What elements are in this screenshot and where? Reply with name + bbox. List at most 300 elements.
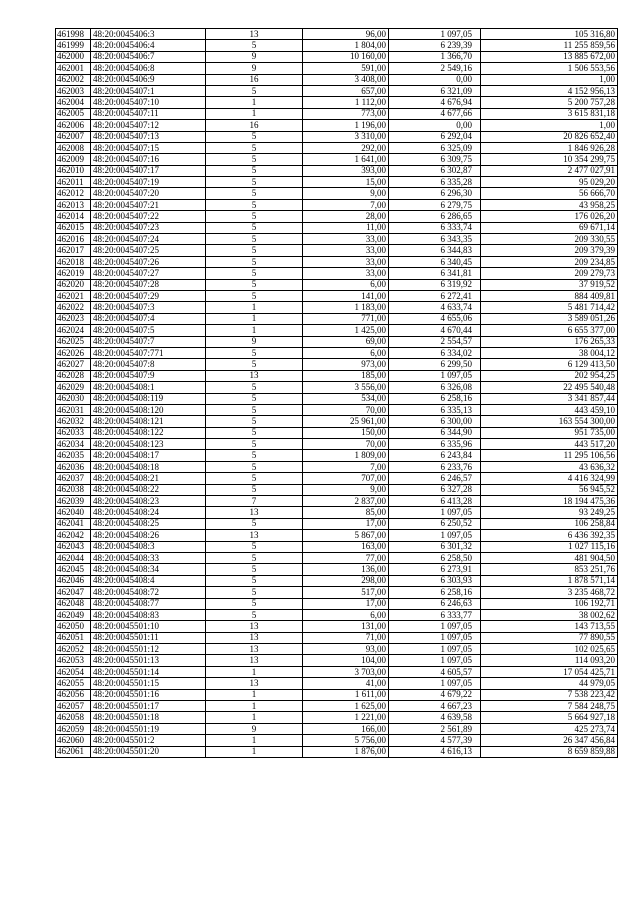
area-value: 1 641,00 (303, 154, 389, 165)
cadastral-value: 209 234,85 (481, 256, 618, 267)
area-value: 33,00 (303, 234, 389, 245)
cadastral-number: 48:20:0045408:3 (91, 541, 206, 552)
cadastral-value: 209 279,73 (481, 268, 618, 279)
unit-value: 6 250,52 (389, 518, 481, 529)
area-value: 33,00 (303, 256, 389, 267)
unit-value: 6 344,83 (389, 245, 481, 256)
category-code: 5 (206, 222, 303, 233)
cadastral-number: 48:20:0045408:122 (91, 427, 206, 438)
table-row (56, 97, 618, 108)
area-value: 298,00 (303, 575, 389, 586)
unit-value: 6 272,41 (389, 290, 481, 301)
cadastral-value: 3 589 051,26 (481, 313, 618, 324)
cadastral-value: 3 341 857,44 (481, 393, 618, 404)
row-number: 462031 (56, 404, 91, 415)
unit-value: 4 616,13 (389, 746, 481, 757)
row-number: 462047 (56, 587, 91, 598)
category-code: 9 (206, 336, 303, 347)
cadastral-value: 3 615 831,18 (481, 108, 618, 119)
unit-value: 6 233,76 (389, 461, 481, 472)
unit-value: 6 334,02 (389, 347, 481, 358)
row-number: 462055 (56, 678, 91, 689)
table-row (56, 644, 618, 655)
area-value: 136,00 (303, 564, 389, 575)
area-value: 1 625,00 (303, 701, 389, 712)
category-code: 5 (206, 165, 303, 176)
area-value: 5 867,00 (303, 530, 389, 541)
table-row (56, 541, 618, 552)
cadastral-number: 48:20:0045408:33 (91, 552, 206, 563)
table-body (56, 29, 618, 758)
cadastral-number: 48:20:0045407:27 (91, 268, 206, 279)
cadastral-number: 48:20:0045408:123 (91, 439, 206, 450)
table-row (56, 632, 618, 643)
row-number: 462050 (56, 621, 91, 632)
area-value: 131,00 (303, 621, 389, 632)
area-value: 1 183,00 (303, 302, 389, 313)
unit-value: 4 670,44 (389, 325, 481, 336)
unit-value: 6 279,75 (389, 199, 481, 210)
table-row (56, 199, 618, 210)
area-value: 93,00 (303, 644, 389, 655)
unit-value: 6 335,28 (389, 177, 481, 188)
cadastral-value: 11 255 859,56 (481, 40, 618, 51)
cadastral-number: 48:20:0045407:7 (91, 336, 206, 347)
row-number: 462026 (56, 347, 91, 358)
area-value: 6,00 (303, 279, 389, 290)
cadastral-value: 38 002,62 (481, 609, 618, 620)
category-code: 7 (206, 496, 303, 507)
unit-value: 6 292,04 (389, 131, 481, 142)
category-code: 16 (206, 74, 303, 85)
cadastral-number: 48:20:0045501:17 (91, 701, 206, 712)
row-number: 462052 (56, 644, 91, 655)
table-row (56, 177, 618, 188)
area-value: 9,00 (303, 188, 389, 199)
category-code: 5 (206, 154, 303, 165)
cadastral-number: 48:20:0045501:11 (91, 632, 206, 643)
category-code: 5 (206, 85, 303, 96)
cadastral-value: 43 636,32 (481, 461, 618, 472)
cadastral-number: 48:20:0045407:21 (91, 199, 206, 210)
row-number: 462060 (56, 735, 91, 746)
table-row (56, 404, 618, 415)
unit-value: 6 344,90 (389, 427, 481, 438)
cadastral-value: 8 659 859,88 (481, 746, 618, 757)
table-row (56, 393, 618, 404)
cadastral-value: 481 904,50 (481, 552, 618, 563)
row-number: 462012 (56, 188, 91, 199)
table-row (56, 575, 618, 586)
cadastral-number: 48:20:0045407:771 (91, 347, 206, 358)
cadastral-value: 44 979,05 (481, 678, 618, 689)
unit-value: 4 633,74 (389, 302, 481, 313)
table-row (56, 63, 618, 74)
category-code: 5 (206, 245, 303, 256)
area-value: 33,00 (303, 245, 389, 256)
area-value: 1 112,00 (303, 97, 389, 108)
category-code: 5 (206, 473, 303, 484)
row-number: 462043 (56, 541, 91, 552)
category-code: 1 (206, 302, 303, 313)
cadastral-number: 48:20:0045408:119 (91, 393, 206, 404)
table-row (56, 290, 618, 301)
area-value: 17,00 (303, 598, 389, 609)
category-code: 1 (206, 712, 303, 723)
cadastral-value: 202 954,25 (481, 370, 618, 381)
cadastral-number: 48:20:0045408:83 (91, 609, 206, 620)
unit-value: 6 326,08 (389, 382, 481, 393)
table-row (56, 427, 618, 438)
area-value: 292,00 (303, 142, 389, 153)
category-code: 13 (206, 621, 303, 632)
cadastral-value: 69 671,14 (481, 222, 618, 233)
row-number: 462015 (56, 222, 91, 233)
area-value: 141,00 (303, 290, 389, 301)
cadastral-number: 48:20:0045408:17 (91, 450, 206, 461)
table-row (56, 370, 618, 381)
area-value: 25 961,00 (303, 416, 389, 427)
unit-value: 6 246,57 (389, 473, 481, 484)
cadastral-number: 48:20:0045501:18 (91, 712, 206, 723)
cadastral-number: 48:20:0045407:5 (91, 325, 206, 336)
area-value: 3 408,00 (303, 74, 389, 85)
cadastral-number: 48:20:0045407:20 (91, 188, 206, 199)
cadastral-value: 884 409,81 (481, 290, 618, 301)
row-number: 462046 (56, 575, 91, 586)
unit-value: 6 327,28 (389, 484, 481, 495)
unit-value: 4 667,23 (389, 701, 481, 712)
table-row (56, 142, 618, 153)
category-code: 1 (206, 666, 303, 677)
category-code: 13 (206, 632, 303, 643)
row-number: 462018 (56, 256, 91, 267)
unit-value: 1 097,05 (389, 655, 481, 666)
table-row (56, 598, 618, 609)
cadastral-value: 176 265,33 (481, 336, 618, 347)
area-value: 96,00 (303, 29, 389, 40)
cadastral-number: 48:20:0045407:13 (91, 131, 206, 142)
row-number: 462004 (56, 97, 91, 108)
unit-value: 6 239,39 (389, 40, 481, 51)
cadastral-number: 48:20:0045408:26 (91, 530, 206, 541)
table-row (56, 245, 618, 256)
area-value: 6,00 (303, 347, 389, 358)
cadastral-value: 13 885 672,00 (481, 51, 618, 62)
row-number: 462049 (56, 609, 91, 620)
row-number: 462003 (56, 85, 91, 96)
cadastral-value: 77 890,55 (481, 632, 618, 643)
cadastral-value: 443 459,10 (481, 404, 618, 415)
cadastral-value: 176 026,20 (481, 211, 618, 222)
row-number: 462020 (56, 279, 91, 290)
row-number: 462006 (56, 120, 91, 131)
area-value: 591,00 (303, 63, 389, 74)
cadastral-value-table (55, 28, 618, 758)
category-code: 5 (206, 382, 303, 393)
area-value: 17,00 (303, 518, 389, 529)
category-code: 5 (206, 142, 303, 153)
row-number: 462002 (56, 74, 91, 85)
table-row (56, 530, 618, 541)
unit-value: 6 340,45 (389, 256, 481, 267)
category-code: 5 (206, 290, 303, 301)
area-value: 7,00 (303, 199, 389, 210)
cadastral-value: 2 477 027,91 (481, 165, 618, 176)
category-code: 5 (206, 575, 303, 586)
area-value: 104,00 (303, 655, 389, 666)
cadastral-number: 48:20:0045501:2 (91, 735, 206, 746)
row-number: 462057 (56, 701, 91, 712)
table-row (56, 507, 618, 518)
category-code: 1 (206, 325, 303, 336)
row-number: 462025 (56, 336, 91, 347)
area-value: 657,00 (303, 85, 389, 96)
area-value: 71,00 (303, 632, 389, 643)
cadastral-value: 22 495 540,48 (481, 382, 618, 393)
row-number: 462034 (56, 439, 91, 450)
row-number: 462041 (56, 518, 91, 529)
category-code: 5 (206, 484, 303, 495)
category-code: 5 (206, 234, 303, 245)
category-code: 9 (206, 63, 303, 74)
table-row (56, 325, 618, 336)
cadastral-number: 48:20:0045407:8 (91, 359, 206, 370)
category-code: 5 (206, 256, 303, 267)
table-row (56, 154, 618, 165)
unit-value: 6 309,75 (389, 154, 481, 165)
row-number: 462028 (56, 370, 91, 381)
cadastral-number: 48:20:0045501:10 (91, 621, 206, 632)
table-row (56, 701, 618, 712)
row-number: 462017 (56, 245, 91, 256)
row-number: 462042 (56, 530, 91, 541)
cadastral-number: 48:20:0045408:23 (91, 496, 206, 507)
unit-value: 1 366,70 (389, 51, 481, 62)
cadastral-number: 48:20:0045406:3 (91, 29, 206, 40)
cadastral-value: 7 538 223,42 (481, 689, 618, 700)
unit-value: 6 341,81 (389, 268, 481, 279)
cadastral-number: 48:20:0045407:15 (91, 142, 206, 153)
category-code: 1 (206, 97, 303, 108)
table-row (56, 450, 618, 461)
row-number: 462054 (56, 666, 91, 677)
cadastral-value: 4 416 324,99 (481, 473, 618, 484)
cadastral-value: 1 878 571,14 (481, 575, 618, 586)
category-code: 1 (206, 108, 303, 119)
unit-value: 1 097,05 (389, 530, 481, 541)
unit-value: 1 097,05 (389, 644, 481, 655)
table-row (56, 461, 618, 472)
area-value: 5 756,00 (303, 735, 389, 746)
unit-value: 6 258,16 (389, 587, 481, 598)
cadastral-number: 48:20:0045408:21 (91, 473, 206, 484)
area-value: 1 804,00 (303, 40, 389, 51)
category-code: 5 (206, 450, 303, 461)
category-code: 5 (206, 347, 303, 358)
category-code: 5 (206, 359, 303, 370)
row-number: 462036 (56, 461, 91, 472)
cadastral-value: 4 152 956,13 (481, 85, 618, 96)
cadastral-number: 48:20:0045501:13 (91, 655, 206, 666)
row-number: 462005 (56, 108, 91, 119)
unit-value: 6 333,74 (389, 222, 481, 233)
table-row (56, 735, 618, 746)
table-row (56, 416, 618, 427)
cadastral-value: 951 735,00 (481, 427, 618, 438)
area-value: 33,00 (303, 268, 389, 279)
table-row (56, 120, 618, 131)
category-code: 5 (206, 177, 303, 188)
row-number: 462022 (56, 302, 91, 313)
category-code: 5 (206, 564, 303, 575)
table-row (56, 85, 618, 96)
table-row (56, 29, 618, 40)
row-number: 462021 (56, 290, 91, 301)
cadastral-number: 48:20:0045407:10 (91, 97, 206, 108)
cadastral-value: 853 251,76 (481, 564, 618, 575)
area-value: 1 809,00 (303, 450, 389, 461)
cadastral-number: 48:20:0045407:24 (91, 234, 206, 245)
unit-value: 6 301,32 (389, 541, 481, 552)
cadastral-value: 114 093,20 (481, 655, 618, 666)
cadastral-number: 48:20:0045501:20 (91, 746, 206, 757)
cadastral-number: 48:20:0045407:17 (91, 165, 206, 176)
cadastral-value: 163 554 300,00 (481, 416, 618, 427)
unit-value: 6 325,09 (389, 142, 481, 153)
area-value: 70,00 (303, 439, 389, 450)
category-code: 5 (206, 461, 303, 472)
cadastral-value: 20 826 652,40 (481, 131, 618, 142)
cadastral-number: 48:20:0045408:24 (91, 507, 206, 518)
table-row (56, 723, 618, 734)
area-value: 6,00 (303, 609, 389, 620)
unit-value: 2 554,57 (389, 336, 481, 347)
area-value: 1 425,00 (303, 325, 389, 336)
area-value: 2 837,00 (303, 496, 389, 507)
cadastral-value: 5 481 714,42 (481, 302, 618, 313)
table-row (56, 666, 618, 677)
unit-value: 6 243,84 (389, 450, 481, 461)
table-row (56, 678, 618, 689)
unit-value: 6 343,35 (389, 234, 481, 245)
unit-value: 6 286,65 (389, 211, 481, 222)
row-number: 462001 (56, 63, 91, 74)
area-value: 3 556,00 (303, 382, 389, 393)
area-value: 3 703,00 (303, 666, 389, 677)
cadastral-value: 10 354 299,75 (481, 154, 618, 165)
category-code: 5 (206, 552, 303, 563)
category-code: 5 (206, 279, 303, 290)
row-number: 462027 (56, 359, 91, 370)
cadastral-value: 102 025,65 (481, 644, 618, 655)
cadastral-value: 5 200 757,28 (481, 97, 618, 108)
row-number: 462009 (56, 154, 91, 165)
row-number: 462019 (56, 268, 91, 279)
cadastral-number: 48:20:0045501:19 (91, 723, 206, 734)
row-number: 462056 (56, 689, 91, 700)
cadastral-number: 48:20:0045408:4 (91, 575, 206, 586)
table-row (56, 518, 618, 529)
category-code: 5 (206, 416, 303, 427)
table-row (56, 496, 618, 507)
cadastral-number: 48:20:0045408:120 (91, 404, 206, 415)
cadastral-number: 48:20:0045408:18 (91, 461, 206, 472)
row-number: 462040 (56, 507, 91, 518)
row-number: 462008 (56, 142, 91, 153)
cadastral-value: 1,00 (481, 74, 618, 85)
category-code: 13 (206, 655, 303, 666)
unit-value: 1 097,05 (389, 678, 481, 689)
cadastral-value: 209 379,39 (481, 245, 618, 256)
area-value: 166,00 (303, 723, 389, 734)
table-row (56, 359, 618, 370)
cadastral-value: 56 945,52 (481, 484, 618, 495)
cadastral-number: 48:20:0045407:12 (91, 120, 206, 131)
table-row (56, 211, 618, 222)
row-number: 462051 (56, 632, 91, 643)
row-number: 462061 (56, 746, 91, 757)
cadastral-value: 106 258,84 (481, 518, 618, 529)
cadastral-value: 5 664 927,18 (481, 712, 618, 723)
area-value: 534,00 (303, 393, 389, 404)
cadastral-number: 48:20:0045406:9 (91, 74, 206, 85)
cadastral-value: 443 517,20 (481, 439, 618, 450)
unit-value: 6 258,50 (389, 552, 481, 563)
cadastral-number: 48:20:0045408:34 (91, 564, 206, 575)
table-row (56, 621, 618, 632)
area-value: 15,00 (303, 177, 389, 188)
category-code: 9 (206, 51, 303, 62)
cadastral-number: 48:20:0045501:15 (91, 678, 206, 689)
cadastral-number: 48:20:0045408:121 (91, 416, 206, 427)
unit-value: 4 577,39 (389, 735, 481, 746)
cadastral-value: 11 295 106,56 (481, 450, 618, 461)
cadastral-value: 1,00 (481, 120, 618, 131)
table-row (56, 313, 618, 324)
row-number: 462038 (56, 484, 91, 495)
category-code: 5 (206, 609, 303, 620)
category-code: 5 (206, 393, 303, 404)
cadastral-value: 38 004,12 (481, 347, 618, 358)
cadastral-number: 48:20:0045501:16 (91, 689, 206, 700)
area-value: 1 221,00 (303, 712, 389, 723)
row-number: 462033 (56, 427, 91, 438)
table-row (56, 74, 618, 85)
area-value: 11,00 (303, 222, 389, 233)
table-row (56, 552, 618, 563)
category-code: 5 (206, 598, 303, 609)
category-code: 1 (206, 735, 303, 746)
area-value: 771,00 (303, 313, 389, 324)
cadastral-number: 48:20:0045407:3 (91, 302, 206, 313)
cadastral-value: 1 506 553,56 (481, 63, 618, 74)
table-row (56, 439, 618, 450)
cadastral-value: 95 029,20 (481, 177, 618, 188)
unit-value: 1 097,05 (389, 370, 481, 381)
row-number: 462011 (56, 177, 91, 188)
area-value: 185,00 (303, 370, 389, 381)
unit-value: 0,00 (389, 120, 481, 131)
category-code: 13 (206, 644, 303, 655)
unit-value: 1 097,05 (389, 29, 481, 40)
category-code: 16 (206, 120, 303, 131)
category-code: 5 (206, 439, 303, 450)
table-row (56, 484, 618, 495)
cadastral-number: 48:20:0045408:25 (91, 518, 206, 529)
table-row (56, 40, 618, 51)
cadastral-number: 48:20:0045407:26 (91, 256, 206, 267)
